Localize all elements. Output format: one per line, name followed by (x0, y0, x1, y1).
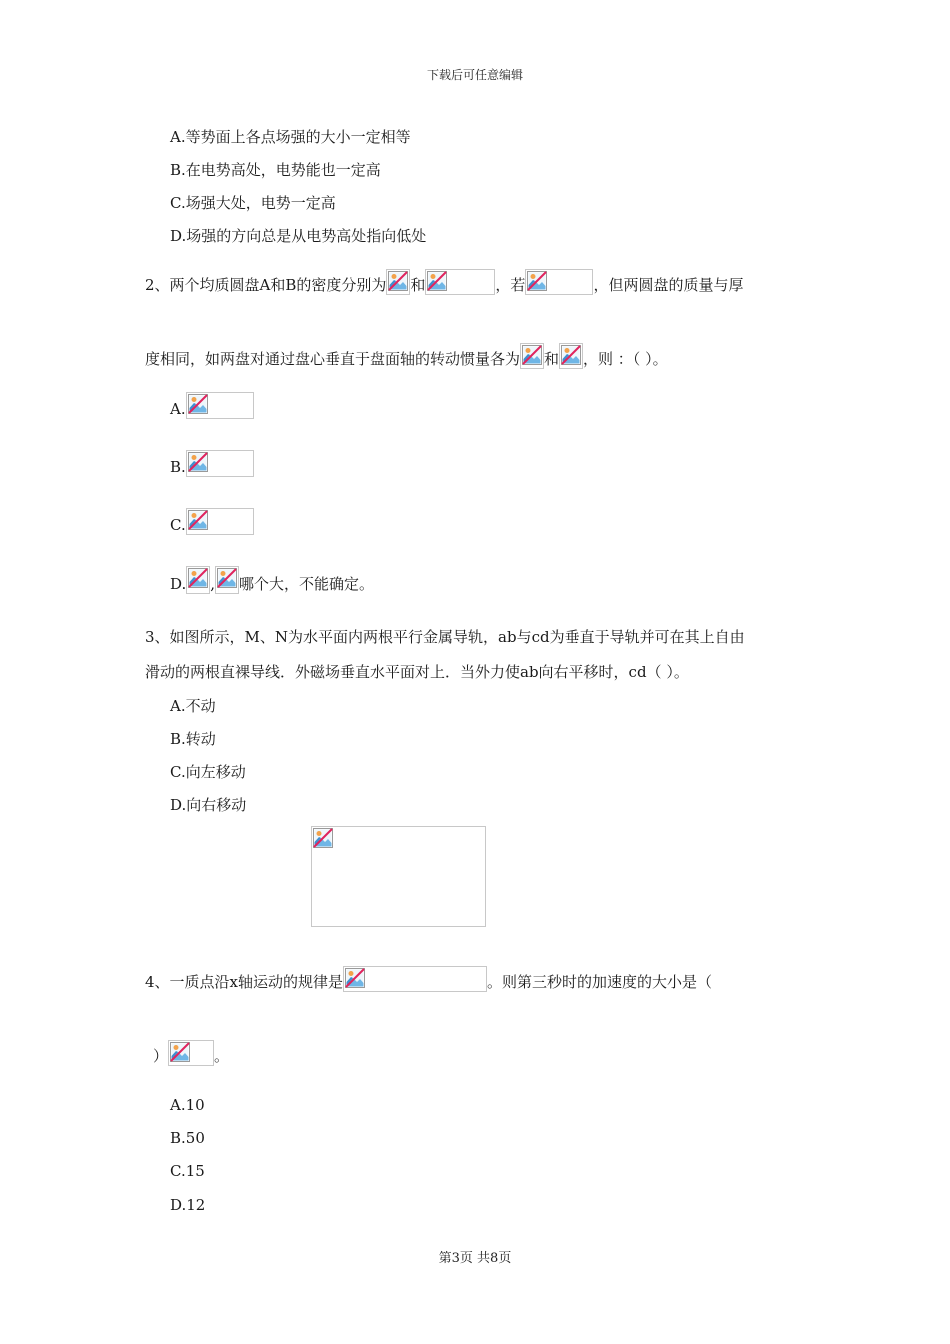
broken-image-icon (313, 828, 333, 848)
broken-image-icon (186, 392, 254, 419)
broken-image-icon (559, 343, 583, 369)
q4-text-4: 。 (214, 1047, 230, 1065)
q3-line-1: 3、如图所示，M、N为水平面内两根平行金属导轨，ab与cd为垂直于导轨并可在其上自由 (145, 628, 745, 646)
option-label: D. (170, 575, 187, 593)
q4-option-a: A.10 (170, 1096, 205, 1114)
q2-text-5: 度相同，如两盘对通过盘心垂直于盘面轴的转动惯量各为 (145, 350, 521, 368)
q1-option-a: A.等势面上各点场强的大小一定相等 (170, 128, 411, 146)
option-text: 哪个大，不能确定。 (239, 575, 375, 593)
q3-figure (311, 826, 486, 927)
page-header: 下载后可任意编辑 (426, 68, 523, 82)
q3-option-b: B.转动 (170, 730, 216, 748)
q4-text-2: 。则第三秒时的加速度的大小是（ (487, 973, 713, 991)
q4-option-d: D.12 (170, 1196, 206, 1214)
q2-line-1 (145, 269, 807, 295)
q2-text-1: 2、两个均质圆盘A和B的密度分别为 (145, 276, 387, 294)
option-separator: , (210, 575, 216, 593)
q3-line-2: 滑动的两根直裸导线．外磁场垂直水平面对上．当外力使ab向右平移时，cd（ ）。 (145, 663, 689, 681)
q1-option-c: C.场强大处，电势一定高 (170, 194, 336, 212)
q3-option-c: C.向左移动 (170, 763, 246, 781)
broken-image-icon (215, 566, 239, 594)
broken-image-icon (386, 269, 410, 295)
q4-option-c: C.15 (170, 1162, 205, 1180)
broken-image-icon (186, 566, 210, 594)
q2-text-7: ，则 ：（ ）。 (583, 350, 668, 368)
q4-text-3: ） (153, 1047, 169, 1065)
q4-line-1 (145, 966, 712, 992)
option-label: A. (170, 400, 186, 418)
broken-image-icon (343, 966, 487, 992)
q3-option-a: A.不动 (170, 697, 216, 715)
q2-option-c (170, 508, 254, 535)
broken-image-icon (186, 508, 254, 535)
broken-image-icon (168, 1040, 214, 1066)
q4-option-b: B.50 (170, 1129, 205, 1147)
q2-option-d (170, 566, 374, 594)
broken-image-icon (425, 269, 495, 295)
broken-image-icon (520, 343, 544, 369)
q2-text-4: ，但两圆盘的质量与厚 (593, 276, 744, 294)
q2-text-2: 和 (410, 276, 426, 294)
q2-option-b (170, 450, 254, 477)
q3-option-d: D.向右移动 (170, 796, 247, 814)
option-label: C. (170, 516, 186, 534)
broken-image-icon (186, 450, 254, 477)
q4-text-1: 4、一质点沿x轴运动的规律是 (145, 973, 344, 991)
q2-text-6: 和 (544, 350, 560, 368)
q2-option-a (170, 392, 254, 419)
q2-text-3: ，若 (495, 276, 526, 294)
q1-option-b: B.在电势高处，电势能也一定高 (170, 161, 381, 179)
q2-line-2 (145, 343, 668, 369)
q4-line-2 (145, 1040, 229, 1066)
option-label: B. (170, 458, 186, 476)
broken-image-icon (525, 269, 593, 295)
page-footer: 第3页 共8页 (438, 1251, 512, 1266)
q1-option-d: D.场强的方向总是从电势高处指向低处 (170, 227, 427, 245)
